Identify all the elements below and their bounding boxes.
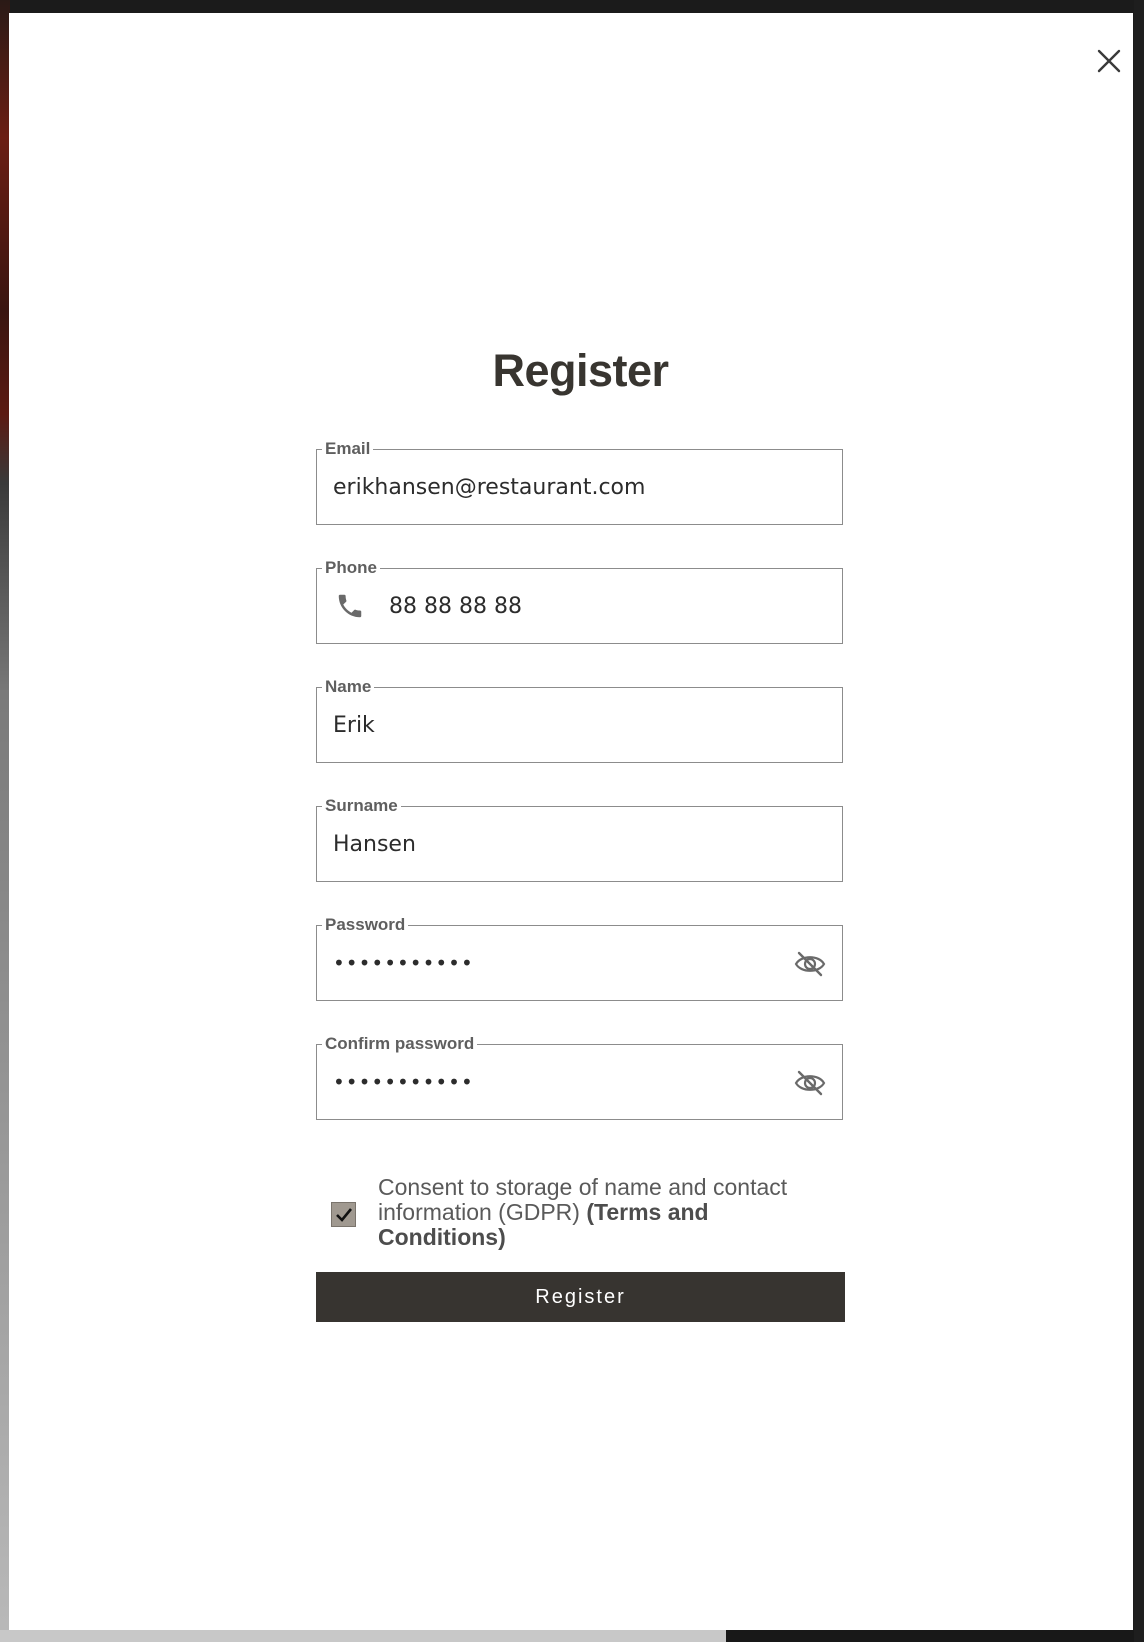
background-right-edge (1134, 0, 1144, 1642)
terms-link[interactable]: (Terms and Conditions) (378, 1199, 709, 1250)
confirm-password-field[interactable] (316, 1034, 843, 1120)
phone-value[interactable]: 88 88 88 88 (389, 593, 522, 619)
phone-label: Phone (322, 558, 380, 578)
register-modal (9, 13, 1133, 1630)
email-label: Email (322, 439, 373, 459)
phone-field[interactable] (316, 558, 843, 644)
background-bottom-strip (0, 1630, 726, 1642)
page-title: Register (492, 345, 669, 396)
consent-text (378, 1175, 838, 1250)
register-button[interactable]: Register (316, 1272, 845, 1322)
name-field[interactable] (316, 677, 843, 763)
close-icon (1096, 48, 1122, 74)
eye-off-icon[interactable] (794, 949, 826, 979)
background-bottom-dark (726, 1630, 1144, 1642)
gdpr-checkbox[interactable] (331, 1202, 356, 1227)
confirm-password-value[interactable]: ••••••••••• (333, 1070, 474, 1094)
name-label: Name (322, 677, 374, 697)
password-value[interactable]: ••••••••••• (333, 951, 474, 975)
surname-field[interactable] (316, 796, 843, 882)
surname-label: Surname (322, 796, 401, 816)
surname-value[interactable]: Hansen (333, 831, 416, 857)
name-value[interactable]: Erik (333, 712, 375, 738)
password-field[interactable] (316, 915, 843, 1001)
gdpr-consent (316, 1173, 843, 1263)
consent-label: Consent to storage of name and contact information (GDPR) (378, 1174, 788, 1225)
email-value[interactable]: erikhansen@restaurant.com (333, 474, 646, 500)
phone-icon (335, 591, 365, 621)
password-label: Password (322, 915, 408, 935)
checkmark-icon (335, 1207, 353, 1223)
email-field[interactable] (316, 439, 843, 525)
close-button[interactable] (1089, 41, 1129, 81)
eye-off-icon[interactable] (794, 1068, 826, 1098)
confirm-password-label: Confirm password (322, 1034, 477, 1054)
